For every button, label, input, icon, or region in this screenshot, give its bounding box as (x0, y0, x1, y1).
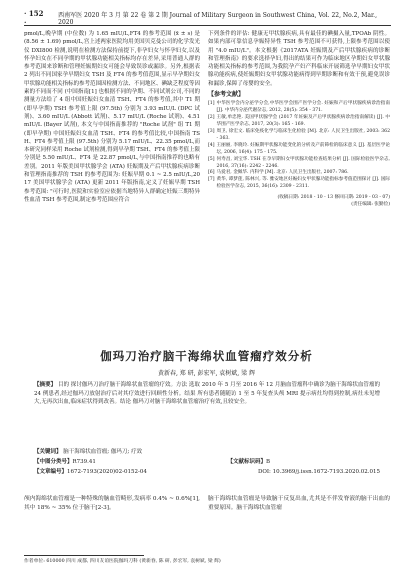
right-column-text: 下列条件的评估: 健康无甲状腺疾病,具有最佳的碘摄入量,TPOAb 阴性。如果内部可靠信息孕娠特异性 TSH 参考范围不可获得,上限参考范围以使用 "4.0 mIU/L"。本文根据《2017ATA 妊娠期及产后甲状腺疾病的诊断和管理指南》的要求选择孕妇,得出的结果可作为临床地区孕期妇女甲状腺功能相关指标的参考范围,为我院孕产妇产科临床开展筛选孕早期妇女甲状腺功能疾病,使妊娠期妇女甲状腺功能病得到早期诊断和有效干预,避免误诊和漏诊,保障了母婴的安全。 (208, 31, 390, 87)
keywords-row (34, 448, 380, 457)
right-column (208, 30, 390, 335)
article-authors: 黄新春, 郑 研, 彭宏军, 袁树斌, 梁 辉 (157, 370, 256, 377)
header-rule (24, 25, 391, 26)
references-heading: 【参考文献】 (208, 91, 245, 99)
article-body-right: 脑干海绵状血管瘤是导致脑干反复出血,尤其是不伴发脊液的脑干出血的重要原因。脑干海绵状血管瘤 (208, 496, 390, 511)
reference-item: [3] 周卫, 徐宏文. 临床免疫化学与临床生化检验 [M]. 北京: 人民卫生出版社, 2003: 362 - 363. (208, 129, 390, 141)
reference-item: [1] 中华医学会内分泌学分会,中华医学会围产医学分会. 妊娠和产后甲状腺疾病诊治指南 [J]. 中华内分泌代谢杂志, 2012, 28(5): 354 - 371. (208, 101, 390, 114)
keywords-label: 【关键词】 (34, 449, 62, 455)
received-dates (208, 194, 390, 208)
reference-item: [6] 马爱君, 金佩华. 内科学 [M]. 北京: 人民卫生出版社, 2007: 786. (208, 170, 349, 176)
doc-code-field: 【文献标识码】B (227, 459, 270, 465)
article-body-left: 颅内海绵状血管瘤是一种特殊的脑血管畸形,发病率 0.4% ~ 0.6%[1],其中 18% ~ 35% 位于脑干[2-3]。 (24, 496, 200, 511)
keywords-text: 脑干海绵状血管瘤; 伽玛刀; 疗效 (63, 449, 142, 455)
left-column-text: pmol/L,晚孕期 (中位数) 为 1.65 mIU/L,FT4 的参考范围 (x̄ ± s) 是 (8.56 ± 1.69) pmol/L,宫上述两家医院均用美国贝克曼公司的化学发光仪 DXI800 检测,说明在检测方法保持前提下,非孕妇女与怀孕妇女,以及怀孕妇女在不同孕期的甲状腺功能相关指标均存在差异,采用普通人群的参考范围来诊断和管理妊娠期妇女可能会导致误诊或漏诊。另外,根据表 2 列出不同国家孕早期妇女 TSH 及 FT4 的参考值范围,显示早孕期妇女甲状腺功能相关指标的参考范围因检测方法、不同地区、碘缺乏程度等因素的不同而不同 (中国指南[1] 也根据不同的孕期、不同试剂公司,不同的测量方法给了 4 组中国妊娠妇女血清 TSH、FT4 的参考值,其中 T1 期 (即早孕期) TSH 参考值上限 (97.5th) 分别为 3.93 mIU/L (DPC 试剂)、3.60 mIU/L (Abbott 试剂)、5.17 mIU/L (Roche 试剂)、4.51 mIU/L (Bayer 试剂), 本文与中国指南推荐的 "Roche 试剂" 组 T1 期 (即早孕期) 中国妊娠妇女血清 TSH、FT4 的参考值比较,中国指南 TSH、FT4 参考值上限 (97.5th) 分别为 5.17 mIU/L、22.35 pmol/L,而本研究同样采用 Roche 试剂检测,得到早孕期 TSH、FT4 的参考值上限分别是 5.50 mIU/L、FT4 是 22.87 pmol/L,与中国指南推荐的也略有差别。2011 年版美国甲状腺学会 (ATA) 妊娠期及产后甲状腺疾病诊断和管理指南推荐的 TSH 的参考范围为: 妊娠早期 0.1 ~ 2.5 mIU/L,2017 美国甲状腺学会 (ATA) 更新 2011 年版指南,定义了妊娠早期 TSH 参考范围: "可行时,医院和实验室应依据当地特异人群确定妊娠三期特异性血清 TSH 参考范围,制定参考范围应符合 (24, 31, 200, 203)
reference-item: [7] 黄华, 谭梦莲, 陈林兴, 等. 雅安地区妊娠妇女甲状腺功能指标参考值范围探讨 [J]. 国际检验医学杂志, 2015, 36(16): 2309 - 2311. (208, 177, 390, 190)
doi-row (34, 468, 380, 477)
responsible-editor: (责任编辑: 张勤俭) (351, 202, 390, 208)
author-affiliation-footnote: 作者单位: 610000 四川 成都, 四川友谊医院伽玛刀科 (黄新春, 陈 研, 彭宏军, 袁树斌, 梁 辉) (24, 559, 221, 564)
received-revised-date: (收稿日期: 2018 - 10 - 13 修回日期: 2019 - 03 - 07) (277, 195, 390, 201)
journal-citation: 西南军医 2020 年 3 月 第 22 卷 第 2 期 Journal of Military Surgeon in Southwest China, Vol. 22, No.2, Mar., 2020 (58, 12, 377, 26)
reference-item: [5] 何寿昌, 刘宝华. TSH 在孕早期妇女甲状腺功能检查结果分析 [J]. 国际检验医学杂志, 2016, 37(16): 2242 - 2246. (208, 156, 390, 169)
abstract-label: 【摘要】 (34, 382, 57, 388)
classification-row (34, 458, 380, 467)
reference-item: [4] 王丽丽, 李晓玲. 妊娠期甲状腺功能变化的分析及产前筛检的临床意义 [J]. 基层医学论坛, 2006, 16(4): 175 - 175. (208, 142, 390, 155)
reference-list (208, 101, 390, 191)
footnote-rule (24, 555, 144, 556)
running-header (24, 9, 391, 27)
article-number-field: 【文章编号】1672-7193(2020)02-0152-04 (34, 469, 147, 475)
clc-field: 【中图分类号】R739.41 (34, 459, 96, 465)
article-abstract (34, 381, 380, 407)
page-number: · 152 · (24, 9, 44, 27)
reference-item: [2] 王敏,单忠艳. 美国甲状腺学会 (2017 年妊娠及产后甲状腺疾病诊治指南解读) [J]. 中华围产医学杂志, 2017, 20(3): 165 - 169. (208, 115, 390, 128)
article-title: 伽玛刀治疗脑干海绵状血管瘤疗效分析 (100, 349, 313, 363)
doi-text: DOI: 10.3969/j.issn.1672-7193.2020.02.015 (257, 469, 380, 475)
abstract-text: 目的 探讨伽玛刀治疗脑干海绵状血管瘤的疗效。方法 选取 2010 年 5 月至 2016 年 12 月脑血管瘤科中确诊为脑干海绵状血管瘤的 24 例患者,经过伽玛刀放射治疗后对其疗效进行回顾性分析。结果 所有患者随随访 1 至 5 年复查头颅 MRI 提示病灶均得到控制,病灶未见增大,无再次出血,临床症状得到改善。结论 伽玛刀对脑干海绵状血管瘤治疗有效,且较安全。 (34, 382, 381, 406)
